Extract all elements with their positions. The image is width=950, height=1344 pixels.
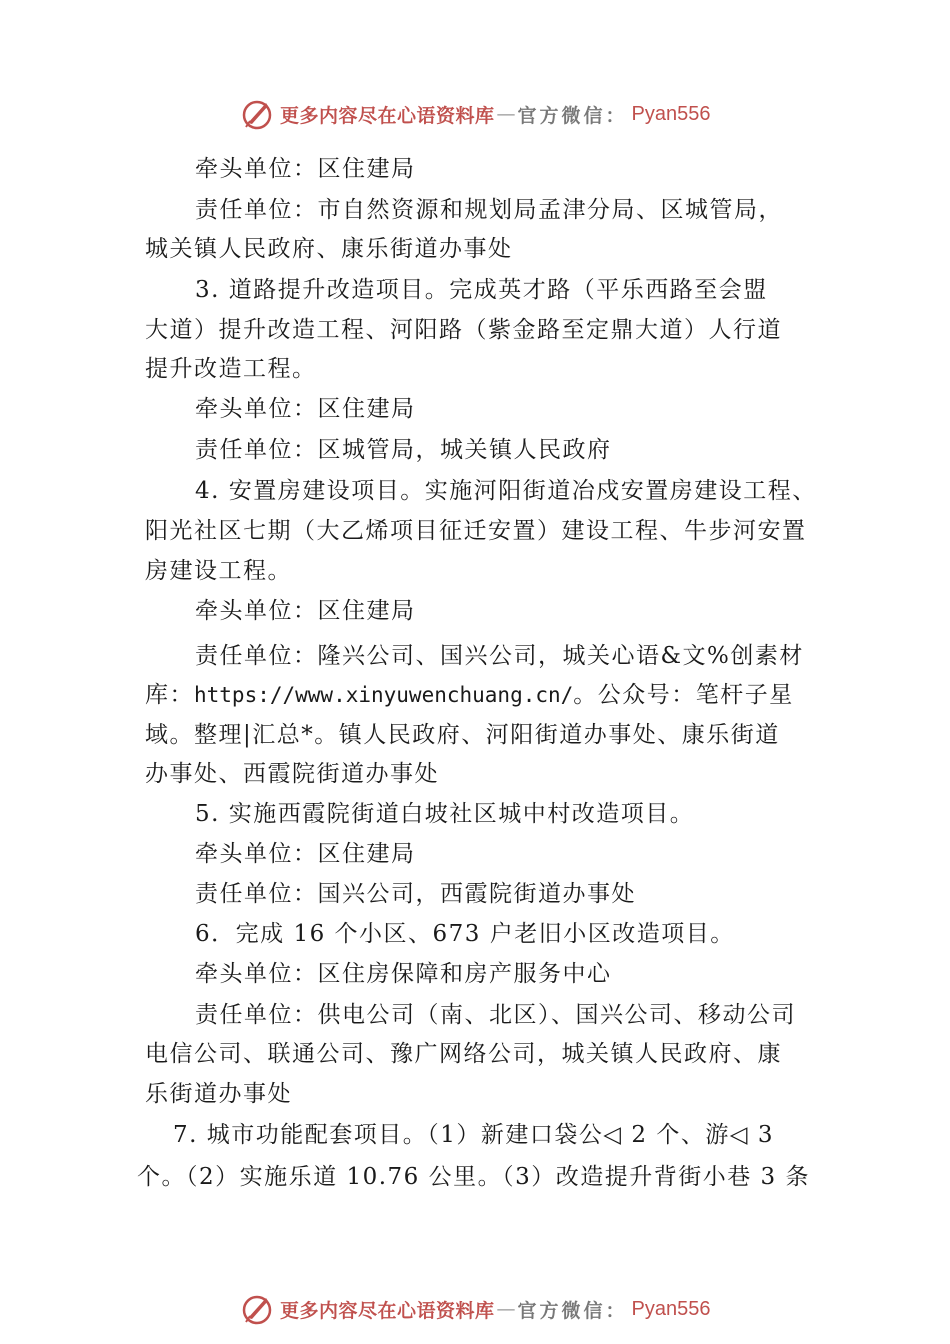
text-fragment: 。公众号：笔杆子星 bbox=[573, 682, 794, 708]
banner-wechat-label: 官方微信： bbox=[517, 1299, 628, 1322]
text-line: 4. 安置房建设项目。实施河阳街道冶戍安置房建设工程、 bbox=[195, 478, 817, 504]
text-line: 乐街道办事处 bbox=[145, 1081, 292, 1107]
text-line: 域。整理|汇总*。镇人民政府、河阳街道办事处、康乐街道 bbox=[145, 722, 780, 748]
banner-dash: — bbox=[496, 103, 516, 125]
banner-wechat-label: 官方微信： bbox=[517, 104, 628, 127]
text-line: 责任单位：隆兴公司、国兴公司，城关心语&文%创素材 bbox=[195, 643, 804, 669]
text-line: 个。（2）实施乐道 10.76 公里。（3）改造提升背街小巷 3 条 bbox=[137, 1164, 810, 1190]
text-line: 城关镇人民政府、康乐街道办事处 bbox=[145, 236, 513, 262]
text-line bbox=[145, 680, 794, 710]
text-fragment: 库： bbox=[145, 682, 194, 708]
text-line: 责任单位：供电公司（南、北区）、国兴公司、移动公司 bbox=[195, 1002, 796, 1028]
text-line: 责任单位：市自然资源和规划局孟津分局、区城管局， bbox=[195, 197, 783, 223]
quill-logo-icon bbox=[240, 1292, 274, 1326]
text-line: 责任单位：国兴公司，西霞院街道办事处 bbox=[195, 881, 636, 907]
text-line: 3. 道路提升改造项目。完成英才路（平乐西路至会盟 bbox=[195, 277, 768, 303]
text-line: 房建设工程。 bbox=[145, 558, 292, 584]
text-line: 7. 城市功能配套项目。（1）新建口袋公◁ 2 个、游◁ 3 bbox=[173, 1122, 774, 1148]
banner-wechat-id: Pyan556 bbox=[631, 102, 711, 125]
banner-wechat-id: Pyan556 bbox=[631, 1297, 711, 1320]
text-line: 牵头单位：区住建局 bbox=[195, 396, 416, 422]
text-line: 牵头单位：区住建局 bbox=[195, 841, 416, 867]
quill-logo-icon bbox=[240, 97, 274, 131]
header-watermark-banner bbox=[240, 96, 760, 132]
banner-text: 更多内容尽在心语资料库 bbox=[280, 104, 495, 127]
text-line: 牵头单位：区住房保障和房产服务中心 bbox=[195, 961, 612, 987]
text-line: 大道）提升改造工程、河阳路（紫金路至定鼎大道）人行道 bbox=[145, 317, 782, 343]
text-line: 责任单位：区城管局，城关镇人民政府 bbox=[195, 437, 612, 463]
website-link[interactable]: https://www.xinyuwenchuang.cn/ bbox=[194, 683, 574, 707]
text-line: 阳光社区七期（大乙烯项目征迁安置）建设工程、牛步河安置 bbox=[145, 518, 807, 544]
footer-watermark-banner bbox=[240, 1291, 760, 1327]
text-line: 6．完成 16 个小区、673 户老旧小区改造项目。 bbox=[195, 921, 735, 947]
banner-text: 更多内容尽在心语资料库 bbox=[280, 1299, 495, 1322]
text-line: 提升改造工程。 bbox=[145, 356, 317, 382]
text-line: 电信公司、联通公司、豫广网络公司，城关镇人民政府、康 bbox=[145, 1041, 782, 1067]
banner-dash: — bbox=[496, 1298, 516, 1320]
text-line: 牵头单位：区住建局 bbox=[195, 598, 416, 624]
text-line: 5. 实施西霞院街道白坡社区城中村改造项目。 bbox=[195, 801, 695, 827]
text-line: 牵头单位：区住建局 bbox=[195, 156, 416, 182]
text-line: 办事处、西霞院街道办事处 bbox=[145, 761, 439, 787]
